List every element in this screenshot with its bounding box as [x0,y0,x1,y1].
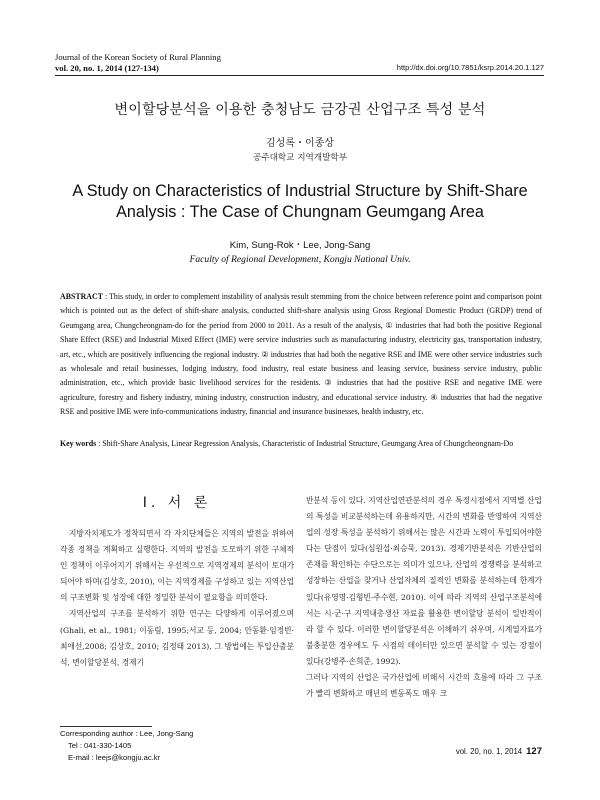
journal-volume: vol. 20, no. 1, 2014 (127-134) [55,63,159,73]
english-title-line-1: A Study on Characteristics of Industrial Structure by Shift-Share [72,182,528,200]
journal-header [55,52,221,74]
doi-link[interactable]: http://dx.doi.org/10.7851/ksrp.2014.20.1.127 [396,63,544,72]
keywords [60,437,542,451]
page-footer [456,746,542,757]
footnote-author: Corresponding author : Lee, Jong-Sang [60,729,194,738]
body-column-right [306,493,542,702]
abstract-label: ABSTRACT [60,292,103,301]
english-title-line-2: Analysis : The Case of Chungnam Geumgang Area [116,203,484,221]
corresponding-author-footnote [60,728,193,763]
korean-affiliation: 공주대학교 지역개발학부 [252,153,348,163]
english-authors: Kim, Sung-Rok・Lee, Jong-Sang [229,240,371,251]
keywords-text: : Shift-Share Analysis, Linear Regression Analysis, Characteristic of Industrial Structure, Geumgang Area of Chungcheongnam-Do [96,439,514,448]
body-paragraph: 지방자치제도가 정착되면서 각 자치단체들은 지역의 발전을 위하여 각종 정책을 계획하고 실행한다. 지역의 발전을 도모하기 위한 구체적인 정책이 이루어지기 위해서는 우선적으로 지역경제의 분석이 토대가 되어야 하며(김상호, 2010), 이는 지역경제를 구성하고 있는 지역산업의 구조변화 및 성장에 대한 정밀한 분석이 필요함을 의미한다. [60,529,294,603]
korean-title: 변이할당분석을 이용한 충청남도 금강권 산업구조 특성 분석 [114,102,486,118]
body-column-left [60,526,294,671]
footnote-rule [60,726,152,727]
body-paragraph: 지역산업의 구조를 분석하기 위한 연구는 다양하게 이루어졌으며(Ghali, et al., 1981; 이동림, 1995;서교 등, 2004; 안동환·임정빈·최애선,2008; 김상호, 2010; 김정태 2013), 그 방법에는 투입산출분석, 변이할당분석, 경제기 [60,609,294,667]
footnote-email[interactable]: E-mail : leejs@kongju.ac.kr [68,752,161,762]
english-title [0,181,600,223]
body-paragraph: 그러나 지역의 산업은 국가산업에 비해서 시간의 흐름에 따라 그 구조가 빨리 변화하고 매년의 변동폭도 매우 크 [306,673,542,699]
korean-authors: 김성록・이종상 [266,138,334,149]
footnote-tel: Tel : 041-330-1405 [68,740,132,750]
abstract [60,290,542,420]
journal-name: Journal of the Korean Society of Rural Planning [55,52,221,62]
section-heading: I. 서 론 [142,495,212,511]
english-affiliation: Faculty of Regional Development, Kongju National Univ. [189,254,411,265]
abstract-text: : This study, in order to complement instability of analysis result stemming from the choice between reference point and comparison point which is pointed out as the defect of shift-share analysis, conducted shift-share analysis using Gross Regional Domestic Product (GRDP) trend of Geumgang area, Chungcheongnam-do for the period from 2000 to 2011. As a result of the analysis, ① industries that had both the positive Regional Share Effect (RSE) and Industrial Mixed Effect (IME) were service industries such as manufacturing industry, electricity gas, transportation industry, art, etc., which are positively influencing the regional industry. ② industries that had both the negative RSE and IME were other service industries such as wholesale and retail businesses, lodging industry, food industry, real estate business and leasing service, business service industry, public administration, etc., which provide basic livelihood services for the residents. ③ industries that had the positive RSE and negative IME were agriculture, forestry and fishery industry, mining industry, construction industry, and educational service industry. ④ industries that had the negative RSE and positive IME were info-communications industry, financial and insurance businesses, health industry, etc. [60,292,542,417]
body-paragraph: 반분석 등이 있다. 지역산업연관분석의 경우 특정시점에서 지역별 산업의 특성을 비교분석하는데 유용하지만, 시간의 변화를 반영하여 지역산업의 성장 특성을 분석하기 위해서는 많은 시간과 노력이 투입되어야한다는 단점이 있다(심원섭·최승묵, 2013). 경제기반분석은 기반산업의 존재를 확인하는 수단으로는 의미가 있으나, 산업의 경쟁력을 분석하고 성장하는 산업을 찾거나 산업자체의 질적인 변화를 분석하는데 한계가 있다(유영명·김형빈·주수현, 2010). 이에 따라 지역의 산업구조분석에서는 시·군·구 지역내총생산 자료를 활용한 변이할당 분석이 일반적이라 할 수 있다. 이러한 변이할당분석은 이해하기 쉬우며, 시계열자료가 불충분한 경우에도 두 시점의 데이터만 있으면 분석할 수 있는 장점이 있다(강병주·손희준, 1992). [306,496,542,666]
page-number: 127 [526,746,542,757]
keywords-label: Key words [60,439,97,448]
footer-volume: vol. 20, no. 1, 2014 [455,747,523,756]
header-rule [55,75,544,76]
